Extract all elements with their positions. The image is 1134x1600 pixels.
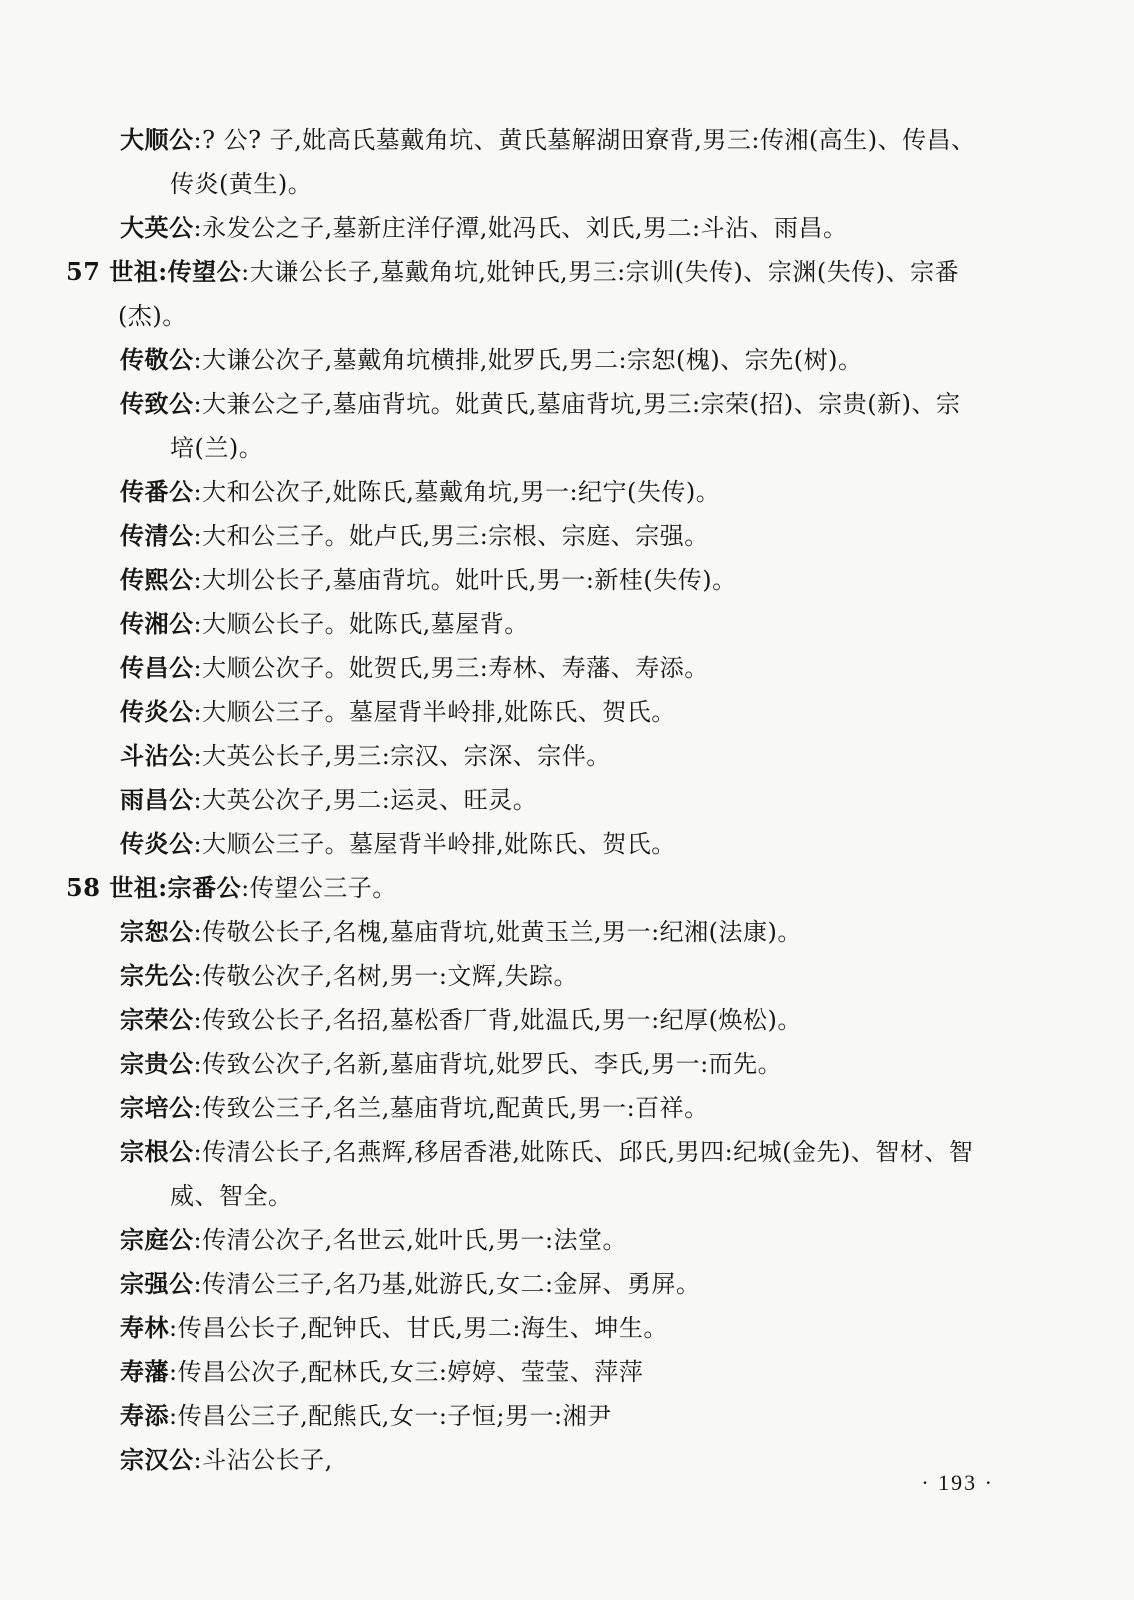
genealogy-entry <box>0 470 1134 514</box>
ancestor-name: 宗贵公 <box>120 1049 194 1078</box>
entry-line <box>120 786 537 814</box>
entry-text: :永发公之子,墓新庄洋仔潭,妣冯氏、刘氏,男二:斗沾、雨昌。 <box>193 214 848 242</box>
entry-text: :大英公长子,男三:宗汉、宗深、宗伴。 <box>193 742 611 770</box>
entry-line <box>66 874 397 902</box>
genealogy-entry <box>0 1218 1134 1262</box>
entry-line <box>120 1314 668 1342</box>
ancestor-name: 寿藩 <box>120 1357 169 1386</box>
ancestor-name: 宗培公 <box>120 1093 194 1122</box>
ancestor-name: 传番公 <box>120 477 194 506</box>
entry-text: :传敬公长子,名槐,墓庙背坑,妣黄玉兰,男一:纪湘(法康)。 <box>193 918 802 946</box>
entry-text: :大和公三子。妣卢氏,男三:宗根、宗庭、宗强。 <box>193 522 709 550</box>
entry-text: :传敬公次子,名树,男一:文辉,失踪。 <box>193 962 579 990</box>
entry-text: :斗沾公长子, <box>193 1446 333 1474</box>
ancestor-name: 传望公 <box>167 257 242 286</box>
genealogy-entry <box>0 1306 1134 1350</box>
entry-line <box>120 610 529 638</box>
entry-text: :大兼公之子,墓庙背坑。妣黄氏,墓庙背坑,男三:宗荣(招)、宗贵(新)、宗 <box>193 390 961 418</box>
entry-text: :大顺公三子。墓屋背半岭排,妣陈氏、贺氏。 <box>193 698 676 726</box>
entry-text: :传昌公长子,配钟氏、甘氏,男二:海生、坤生。 <box>169 1314 668 1342</box>
entry-text: :大顺公长子。妣陈氏,墓屋背。 <box>193 610 529 638</box>
genealogy-entry <box>0 1086 1134 1130</box>
entry-text: :传昌公次子,配林氏,女三:婷婷、莹莹、萍萍 <box>169 1358 644 1386</box>
genealogy-entry <box>0 382 1134 470</box>
entry-continuation: 传炎(黄生)。 <box>170 170 313 198</box>
entry-line <box>120 1094 709 1122</box>
entry-text: :? 公? 子,妣高氏墓戴角坑、黄氏墓解湖田寮背,男三:传湘(高生)、传昌、 <box>193 126 976 154</box>
entry-line <box>120 478 720 506</box>
entry-line <box>120 126 976 154</box>
genealogy-entry <box>0 1130 1134 1218</box>
entry-line <box>66 258 959 286</box>
generation-label: 57 世祖: <box>66 257 168 286</box>
entry-text: :传清公长子,名燕辉,移居香港,妣陈氏、邱氏,男四:纪城(金先)、智材、智 <box>193 1138 974 1166</box>
genealogy-entry <box>0 558 1134 602</box>
ancestor-name: 宗先公 <box>120 961 194 990</box>
entry-line <box>120 1050 782 1078</box>
ancestor-name: 宗庭公 <box>120 1225 194 1254</box>
ancestor-name: 传湘公 <box>120 609 194 638</box>
entry-continuation: (杰)。 <box>118 302 187 330</box>
entry-text: :大谦公次子,墓戴角坑横排,妣罗氏,男二:宗恕(槐)、宗先(树)。 <box>193 346 863 374</box>
ancestor-name: 大顺公 <box>120 125 194 154</box>
genealogy-entry <box>0 646 1134 690</box>
ancestor-name: 传炎公 <box>120 829 194 858</box>
ancestor-name: 宗荣公 <box>120 1005 194 1034</box>
entry-line <box>120 654 709 682</box>
entry-text: :大顺公三子。墓屋背半岭排,妣陈氏、贺氏。 <box>193 830 676 858</box>
entry-text: :传昌公三子,配熊氏,女一:子恒;男一:湘尹 <box>169 1402 612 1430</box>
genealogy-entry <box>0 866 1134 910</box>
genealogy-entry <box>0 250 1134 338</box>
entry-text: :传致公次子,名新,墓庙背坑,妣罗氏、李氏,男一:而先。 <box>193 1050 783 1078</box>
entry-text: :传清公次子,名世云,妣叶氏,男一:法堂。 <box>193 1226 628 1254</box>
entry-text: :大和公次子,妣陈氏,墓戴角坑,男一:纪宁(失传)。 <box>193 478 721 506</box>
genealogy-entry <box>0 822 1134 866</box>
entry-line <box>120 830 676 858</box>
entry-text: :大顺公次子。妣贺氏,男三:寿林、寿藩、寿添。 <box>193 654 709 682</box>
entry-line <box>120 962 578 990</box>
ancestor-name: 宗根公 <box>120 1137 194 1166</box>
entry-line <box>120 1270 701 1298</box>
entry-text: :传望公三子。 <box>241 874 397 902</box>
entry-line <box>120 1446 333 1474</box>
entry-line <box>120 698 676 726</box>
genealogy-entry <box>0 998 1134 1042</box>
entry-text: :传致公长子,名招,墓松香厂背,妣温氏,男一:纪厚(焕松)。 <box>193 1006 802 1034</box>
genealogy-entry <box>0 338 1134 382</box>
ancestor-name: 大英公 <box>120 213 194 242</box>
ancestor-name: 宗汉公 <box>120 1445 194 1474</box>
genealogy-entry <box>0 734 1134 778</box>
ancestor-name: 传熙公 <box>120 565 194 594</box>
entry-line <box>120 214 848 242</box>
genealogy-entry <box>0 514 1134 558</box>
entry-line <box>120 1358 643 1386</box>
entry-continuation: 培(兰)。 <box>170 434 264 462</box>
entry-text: :大谦公长子,墓戴角坑,妣钟氏,男三:宗训(失传)、宗渊(失传)、宗番 <box>241 258 960 286</box>
ancestor-name: 宗恕公 <box>120 917 194 946</box>
ancestor-name: 传敬公 <box>120 345 194 374</box>
ancestor-name: 寿林 <box>120 1313 169 1342</box>
genealogy-entry <box>0 602 1134 646</box>
genealogy-entry <box>0 778 1134 822</box>
genealogy-entry <box>0 910 1134 954</box>
genealogy-entry <box>0 118 1134 206</box>
genealogy-entry <box>0 1350 1134 1394</box>
entry-line <box>120 390 961 418</box>
entry-continuation: 威、智全。 <box>170 1182 293 1210</box>
entry-line <box>120 1226 627 1254</box>
ancestor-name: 雨昌公 <box>120 785 194 814</box>
entry-text: :传清公三子,名乃基,妣游氏,女二:金屏、勇屏。 <box>193 1270 701 1298</box>
genealogy-entries <box>0 118 1134 1482</box>
entry-text: :大英公次子,男二:运灵、旺灵。 <box>193 786 538 814</box>
genealogy-entry <box>0 1042 1134 1086</box>
entry-line <box>120 918 802 946</box>
ancestor-name: 宗番公 <box>167 873 242 902</box>
ancestor-name: 传致公 <box>120 389 194 418</box>
ancestor-name: 传清公 <box>120 521 194 550</box>
genealogy-entry <box>0 690 1134 734</box>
entry-line <box>120 522 709 550</box>
genealogy-entry <box>0 1262 1134 1306</box>
ancestor-name: 寿添 <box>120 1401 169 1430</box>
genealogy-entry <box>0 954 1134 998</box>
ancestor-name: 传昌公 <box>120 653 194 682</box>
ancestor-name: 传炎公 <box>120 697 194 726</box>
entry-text: :传致公三子,名兰,墓庙背坑,配黄氏,男一:百祥。 <box>193 1094 709 1122</box>
entry-line <box>120 346 863 374</box>
ancestor-name: 宗强公 <box>120 1269 194 1298</box>
entry-line <box>120 742 611 770</box>
genealogy-entry <box>0 1394 1134 1438</box>
entry-line <box>120 566 737 594</box>
genealogy-entry <box>0 206 1134 250</box>
generation-label: 58 世祖: <box>66 873 168 902</box>
entry-line <box>120 1006 802 1034</box>
entry-line <box>120 1402 612 1430</box>
entry-line <box>120 1138 973 1166</box>
page-number: · 193 · <box>921 1470 994 1495</box>
ancestor-name: 斗沾公 <box>120 741 194 770</box>
entry-text: :大圳公长子,墓庙背坑。妣叶氏,男一:新桂(失传)。 <box>193 566 737 594</box>
